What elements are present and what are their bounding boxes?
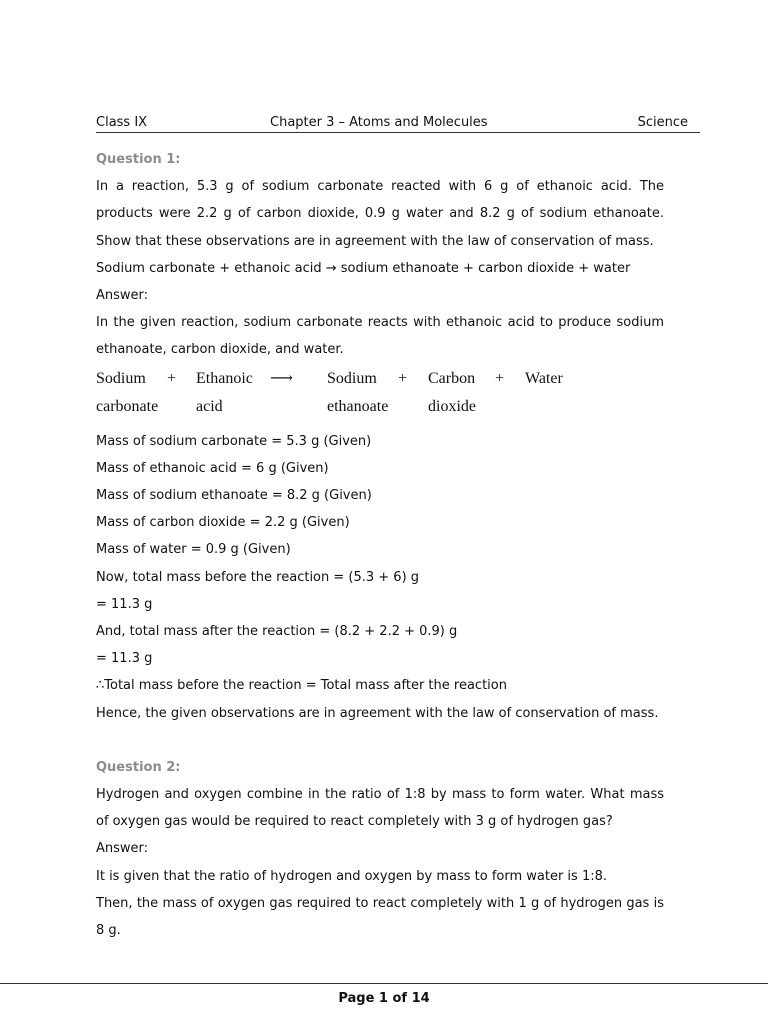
page-number: Page 1 of 14	[338, 991, 430, 1006]
calc-line: Now, total mass before the reaction = (5.3 + 6) g	[96, 569, 420, 585]
eq-term-3-top: Sodium	[327, 369, 377, 387]
eq-term-2-bottom: acid	[196, 397, 223, 415]
question-1-title: Question 1:	[96, 152, 181, 167]
eq-term-4-top: Carbon	[428, 369, 476, 387]
eq-plus-3: +	[495, 369, 505, 387]
question-2-text: Hydrogen and oxygen combine in the ratio of 1:8 by mass to form water. What mass of oxygen gas would be required to react completely with 3 g of hydrogen gas?	[96, 787, 664, 830]
answer-line: Then, the mass of oxygen gas required to react completely with 1 g of hydrogen gas is 8 g.	[96, 895, 664, 939]
calc-line: And, total mass after the reaction = (8.2 + 2.2 + 0.9) g	[96, 624, 458, 640]
calc-line: Mass of ethanoic acid = 6 g (Given)	[96, 460, 329, 476]
answer-label: Answer:	[96, 841, 149, 857]
answer-intro: In the given reaction, sodium carbonate reacts with ethanoic acid to produce sodium ethanoate, carbon dioxide, and water.	[96, 315, 664, 358]
calc-line: Mass of sodium carbonate = 5.3 g (Given)	[96, 433, 372, 449]
answer-conclusion: Hence, the given observations are in agreement with the law of conservation of mass.	[96, 705, 659, 721]
eq-plus-2: +	[398, 369, 408, 387]
calc-line: = 11.3 g	[96, 651, 153, 667]
eq-term-3-bottom: ethanoate	[327, 397, 389, 415]
question-1-text: In a reaction, 5.3 g of sodium carbonate reacted with 6 g of ethanoic acid. The products were 2.2 g of carbon dioxide, 0.9 g water and 8.2 g of sodium ethanoate. Show that these observations are in agreement with the law of conservation of mass.	[96, 179, 664, 249]
eq-term-4-bottom: dioxide	[428, 397, 476, 415]
eq-term-2-top: Ethanoic	[196, 369, 253, 387]
calc-line: Mass of sodium ethanoate = 8.2 g (Given)	[96, 488, 372, 504]
eq-plus-1: +	[167, 369, 177, 387]
chemical-equation	[96, 368, 664, 424]
calc-line: Mass of carbon dioxide = 2.2 g (Given)	[96, 515, 350, 531]
footer-divider	[0, 983, 768, 984]
answer-line: It is given that the ratio of hydrogen and oxygen by mass to form water is 1:8.	[96, 868, 607, 884]
eq-arrow: ⟶	[270, 369, 293, 387]
eq-term-1-top: Sodium	[96, 369, 146, 387]
question-2-title: Question 2:	[96, 759, 181, 775]
header-subject: Science	[637, 115, 688, 130]
calc-line: = 11.3 g	[96, 596, 153, 612]
eq-term-1-bottom: carbonate	[96, 397, 159, 415]
header-class: Class IX	[96, 115, 148, 130]
page-content	[96, 146, 664, 944]
answer-label: Answer:	[96, 288, 149, 304]
calc-line: ∴Total mass before the reaction = Total mass after the reaction	[96, 678, 507, 694]
header-chapter: Chapter 3 – Atoms and Molecules	[270, 115, 488, 130]
section-gap	[96, 727, 664, 754]
eq-term-5-top: Water	[525, 369, 563, 387]
calc-line: Mass of water = 0.9 g (Given)	[96, 542, 291, 558]
reaction-word-equation: Sodium carbonate + ethanoic acid → sodium ethanoate + carbon dioxide + water	[96, 260, 631, 276]
page-header	[96, 114, 700, 133]
